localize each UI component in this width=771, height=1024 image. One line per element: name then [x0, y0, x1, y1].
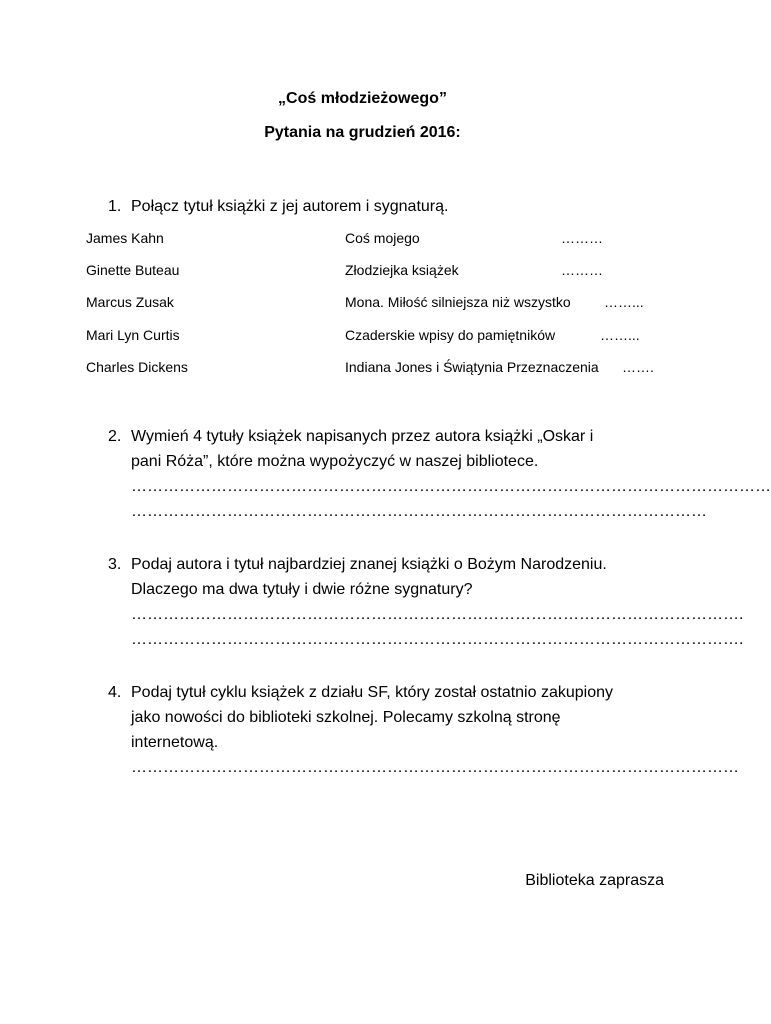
author-name: Marcus Zusak	[86, 294, 174, 310]
book-title: Indiana Jones i Świątynia Przeznaczenia	[345, 359, 599, 375]
answer-line: ……………………………………………………………………………………………………	[131, 759, 739, 776]
answer-line: …………………………………………………………………………………………………….	[131, 631, 744, 648]
footer-invitation: Biblioteka zaprasza	[525, 872, 664, 889]
author-name: Ginette Buteau	[86, 262, 180, 278]
question-2	[108, 424, 771, 524]
question-3-number: 3.	[108, 556, 122, 573]
signature-blank: ……...	[604, 294, 644, 310]
answer-line: ………………………………………………………………………………………………	[131, 503, 707, 520]
book-title: Złodziejka książek	[345, 262, 459, 278]
question-3	[108, 552, 744, 652]
question-4-line-1: Podaj tytuł cyklu książek z działu SF, który został ostatnio zakupiony	[131, 684, 613, 701]
author-name: Charles Dickens	[86, 359, 188, 375]
signature-blank: ………	[561, 230, 603, 246]
question-1	[108, 194, 691, 219]
matching-row	[86, 327, 686, 347]
question-3-line-2: Dlaczego ma dwa tytuły i dwie różne sygnatury?	[131, 581, 473, 598]
question-1-text: Połącz tytuł książki z jej autorem i sygnaturą.	[131, 198, 449, 215]
matching-row	[86, 359, 686, 379]
question-1-number: 1.	[108, 198, 122, 215]
book-title: Czaderskie wpisy do pamiętników	[345, 327, 556, 343]
question-2-line-1: Wymień 4 tytuły książek napisanych przez autora książki „Oskar i	[131, 428, 594, 445]
signature-blank: ………	[561, 262, 603, 278]
question-4-number: 4.	[108, 684, 122, 701]
question-4-line-3: internetową.	[131, 734, 219, 751]
worksheet-subtitle: Pytania na grudzień 2016:	[264, 124, 461, 141]
matching-row	[86, 294, 686, 314]
answer-line: …………………………………………………………………………………………………….	[131, 606, 744, 623]
question-4-line-2: jako nowości do biblioteki szkolnej. Polecamy szkolną stronę	[131, 709, 561, 726]
author-name: Mari Lyn Curtis	[86, 327, 180, 343]
worksheet-title: „Coś młodzieżowego”	[278, 90, 447, 107]
question-2-line-2: pani Róża”, które można wypożyczyć w naszej bibliotece.	[131, 453, 539, 470]
question-4	[108, 680, 739, 780]
question-2-number: 2.	[108, 428, 122, 445]
signature-blank: ……...	[600, 327, 640, 343]
book-title: Mona. Miłość silniejsza niż wszystko	[345, 294, 571, 310]
answer-line: …………………………………………………………………………………………………………	[131, 478, 771, 495]
question-3-line-1: Podaj autora i tytuł najbardziej znanej książki o Bożym Narodzeniu.	[131, 556, 607, 573]
book-title: Coś mojego	[345, 230, 420, 246]
matching-row	[86, 262, 686, 282]
signature-blank: …….	[622, 359, 654, 375]
author-name: James Kahn	[86, 230, 164, 246]
matching-row	[86, 230, 686, 250]
